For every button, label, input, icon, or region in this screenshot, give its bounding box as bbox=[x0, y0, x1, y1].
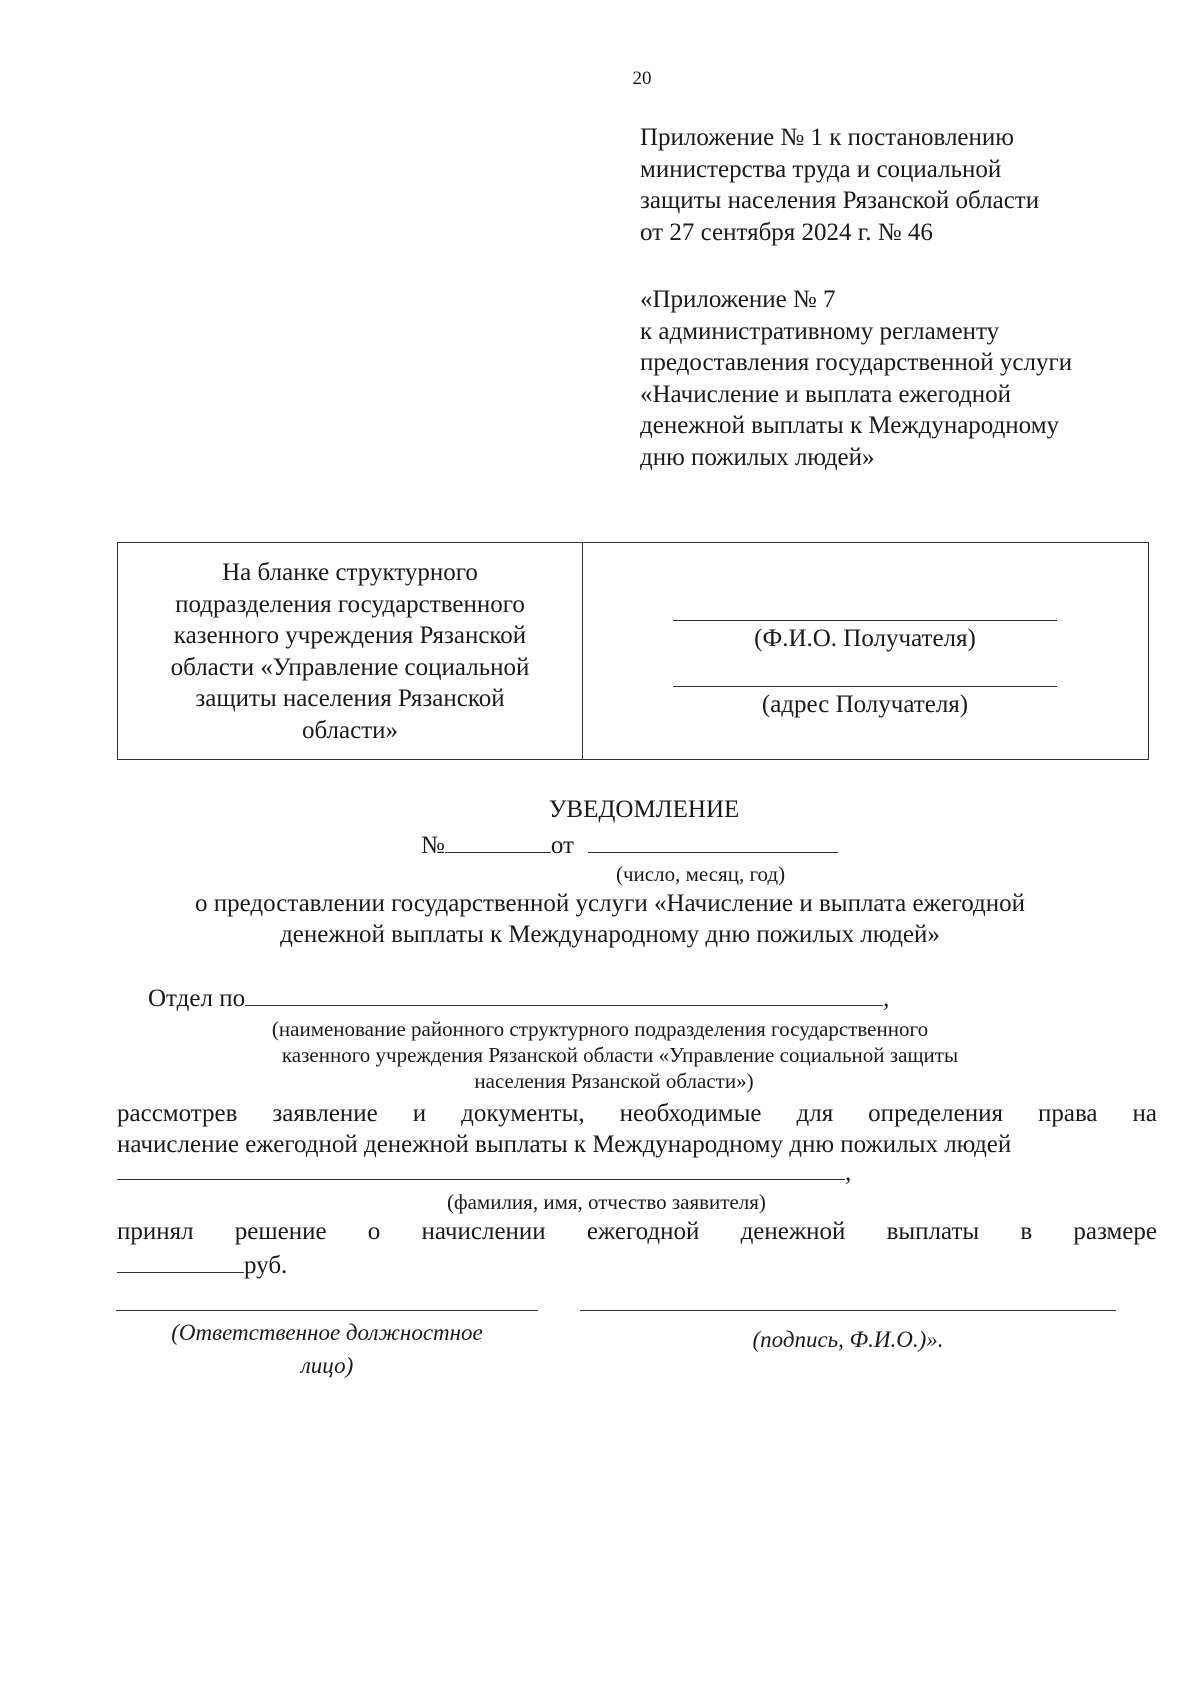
recipient-cell bbox=[583, 543, 1148, 759]
letterhead-line: подразделения государственного bbox=[175, 590, 525, 618]
annex-1-line: Приложение № 1 к постановлению bbox=[640, 124, 1014, 151]
header-table bbox=[117, 542, 1149, 760]
decision-line: принял решение о начислении ежегодной денежной выплаты в размере bbox=[117, 1218, 1157, 1245]
official-line bbox=[116, 1310, 538, 1311]
annex-7-line: дню пожилых людей» bbox=[640, 443, 875, 471]
annex-7-line: «Приложение № 7 bbox=[640, 286, 836, 313]
dept-blank bbox=[245, 983, 883, 1006]
applicant-blank bbox=[117, 1157, 845, 1180]
accrual-line: начисление ежегодной денежной выплаты к Международному дню пожилых людей bbox=[117, 1131, 1012, 1158]
annex-1-line: от 27 сентября 2024 г. № 46 bbox=[640, 218, 933, 246]
annex-7-line: «Начисление и выплата ежегодной bbox=[640, 380, 1012, 408]
annex-7-line: предоставления государственной услуги bbox=[640, 349, 1073, 376]
signature-line bbox=[580, 1310, 1116, 1311]
letterhead-line: области» bbox=[301, 716, 399, 744]
rub-label: руб. bbox=[244, 1252, 288, 1279]
annex-1-line: министерства труда и социальной bbox=[640, 155, 1002, 183]
official-caption bbox=[116, 1316, 538, 1382]
annex-1-block bbox=[640, 122, 1160, 248]
recipient-name-line bbox=[673, 620, 1057, 621]
number-label: № bbox=[421, 832, 445, 859]
signature-caption: (подпись, Ф.И.О.)». bbox=[752, 1327, 944, 1352]
annex-7-line: денежной выплаты к Международному bbox=[640, 412, 1060, 439]
annex-7-block bbox=[640, 284, 1160, 473]
number-blank bbox=[445, 830, 551, 853]
letterhead-line: области «Управление социальной bbox=[170, 653, 530, 681]
letterhead-cell bbox=[118, 543, 583, 759]
annex-1-line: защиты населения Рязанской области bbox=[640, 187, 1040, 214]
amount-row bbox=[117, 1250, 287, 1280]
date-caption: (число, месяц, год) bbox=[616, 862, 786, 886]
dept-row bbox=[148, 983, 889, 1013]
letterhead-line: защиты населения Рязанской bbox=[195, 685, 505, 712]
dept-caption-line: населения Рязанской области») bbox=[474, 1069, 754, 1093]
amount-blank bbox=[117, 1250, 244, 1273]
annex-7-line: к административному регламенту bbox=[640, 317, 1000, 345]
page-number: 20 bbox=[632, 68, 652, 89]
notice-number-row bbox=[421, 830, 838, 860]
dept-label: Отдел по bbox=[148, 985, 246, 1012]
official-caption-line: лицо) bbox=[300, 1353, 354, 1378]
dept-caption-line: (наименование районного структурного подразделения государственного bbox=[271, 1017, 929, 1041]
recipient-address-caption: (адрес Получателя) bbox=[761, 691, 969, 718]
dept-caption-line: казенного учреждения Рязанской области «Управление социальной защиты bbox=[281, 1043, 959, 1067]
from-label: от bbox=[550, 832, 574, 859]
recipient-address-line bbox=[673, 686, 1057, 687]
official-caption-line: (Ответственное должностное bbox=[171, 1320, 483, 1345]
letterhead-line: На бланке структурного bbox=[222, 559, 478, 586]
dept-comma: , bbox=[883, 985, 890, 1012]
recipient-name-caption: (Ф.И.О. Получателя) bbox=[754, 625, 976, 652]
considered-line: рассмотрев заявление и документы, необходимые для определения права на bbox=[117, 1100, 1157, 1127]
notice-subject-line: о предоставлении государственной услуги «Начисление и выплата ежегодной bbox=[195, 890, 1025, 917]
date-blank bbox=[588, 830, 838, 853]
applicant-caption: (фамилия, имя, отчество заявителя) bbox=[447, 1190, 766, 1214]
letterhead-line: казенного учреждения Рязанской bbox=[173, 622, 527, 649]
notice-title: УВЕДОМЛЕНИЕ bbox=[548, 796, 740, 823]
applicant-comma: , bbox=[845, 1159, 852, 1186]
applicant-row bbox=[117, 1157, 851, 1187]
notice-subject-line: денежной выплаты к Международному дню пожилых людей» bbox=[280, 921, 940, 948]
